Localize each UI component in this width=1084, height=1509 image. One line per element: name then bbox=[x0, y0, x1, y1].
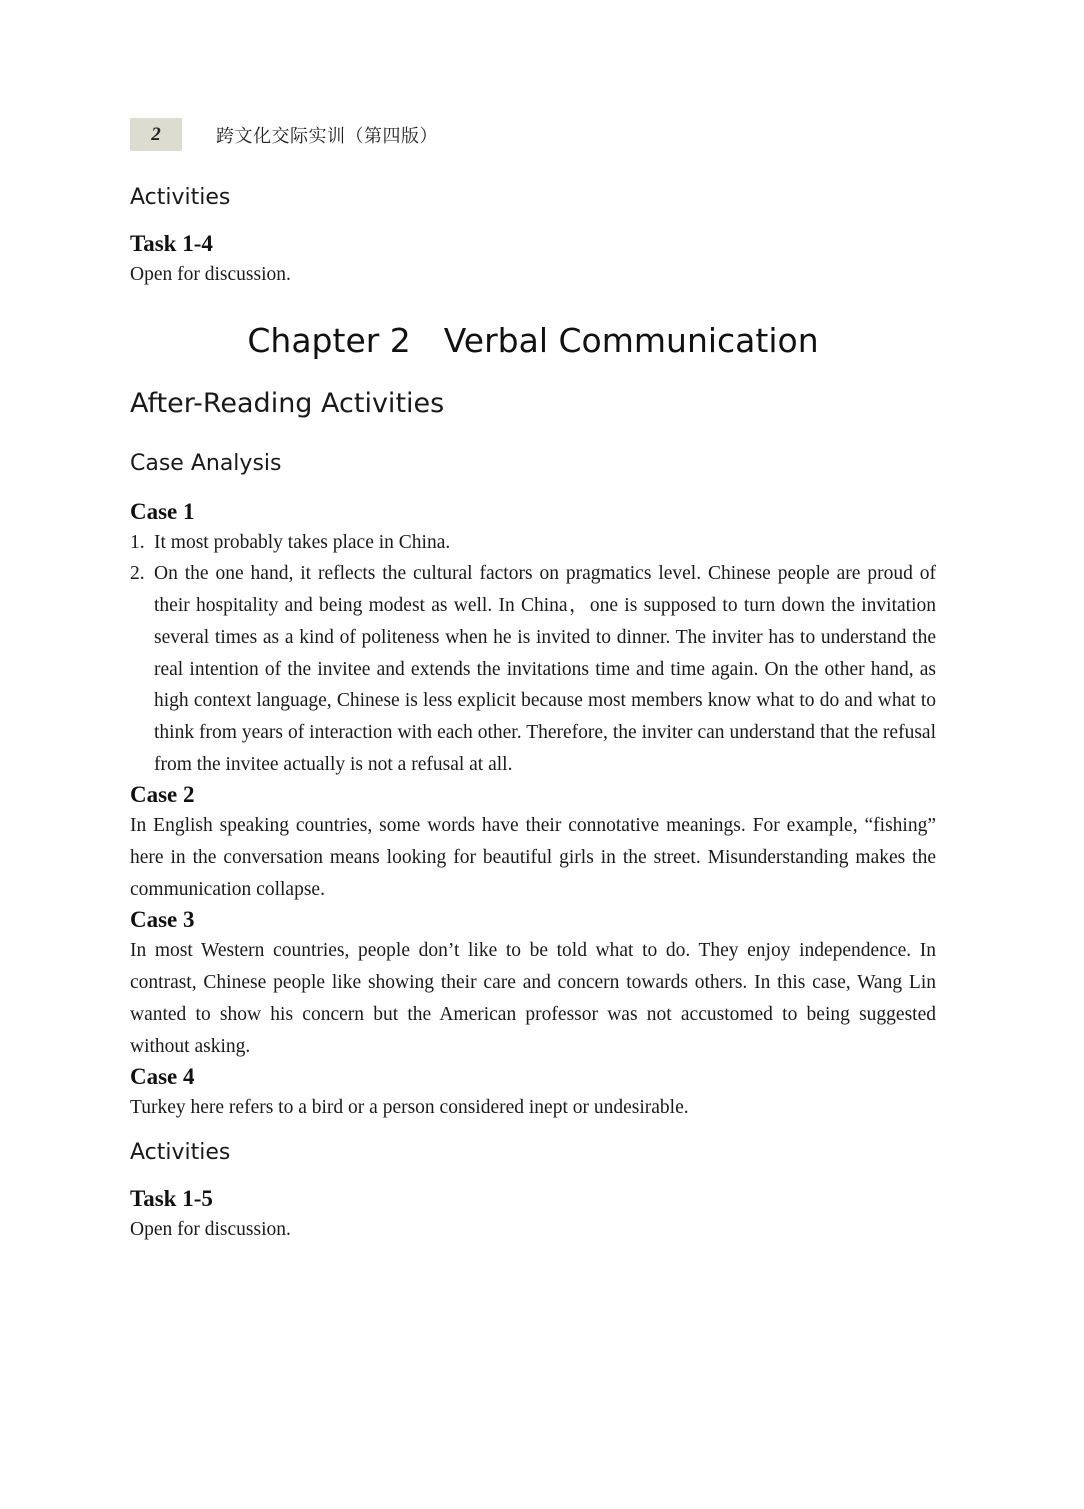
case-analysis-heading: Case Analysis bbox=[130, 450, 282, 476]
after-reading-heading: After-Reading Activities bbox=[130, 387, 445, 419]
book-title: 跨文化交际实训（第四版） bbox=[216, 125, 438, 147]
list-item bbox=[130, 558, 936, 780]
list-number: 2. bbox=[130, 563, 145, 585]
task-title: Task 1-4 bbox=[130, 231, 213, 256]
list-item bbox=[130, 527, 936, 559]
task-text-2: Open for discussion. bbox=[130, 1218, 291, 1240]
case-2-title: Case 2 bbox=[130, 782, 195, 808]
list-number: 1. bbox=[130, 531, 145, 553]
case-4-title: Case 4 bbox=[130, 1064, 195, 1090]
running-header bbox=[130, 118, 936, 151]
task-title-2: Task 1-5 bbox=[130, 1185, 213, 1211]
task-text: Open for discussion. bbox=[130, 264, 291, 285]
case-3-title: Case 3 bbox=[130, 907, 195, 933]
chapter-title: Chapter 2 Verbal Communication bbox=[247, 320, 819, 360]
activities-heading-2: Activities bbox=[130, 1139, 231, 1165]
case-3-text: In most Western countries, people don’t like to be told what to do. They enjoy independence. In contrast, Chinese people like showing their care and concern towards others. In this case, Wang Lin wanted to show his concern but the American professor was not accustomed to being suggested without asking. bbox=[130, 940, 936, 1057]
case-2-text: In English speaking countries, some words have their connotative meanings. For example, “fishing” here in the conversation means looking for beautiful girls in the street. Misunderstanding makes the communication collapse. bbox=[130, 815, 936, 900]
case-4-text: Turkey here refers to a bird or a person considered inept or undesirable. bbox=[130, 1097, 689, 1119]
list-text: On the one hand, it reflects the cultural factors on pragmatics level. Chinese people are proud of their hospitality and being modest as well. In China，one is supposed to turn down the invitation several times as a kind of politeness when he is invited to dinner. The inviter has to understand the real intention of the invitee and extends the invitations time and time again. On the other hand, as high context language, Chinese is less explicit because most members know what to do and what to think from years of interaction with each other. Therefore, the inviter can understand that the refusal from the invitee actually is not a refusal at all. bbox=[154, 563, 936, 775]
case-1-title: Case 1 bbox=[130, 498, 195, 524]
activities-heading: Activities bbox=[130, 185, 231, 210]
list-text: It most probably takes place in China. bbox=[154, 531, 451, 553]
document-page bbox=[130, 118, 936, 1246]
case-1-list bbox=[130, 527, 936, 781]
page-number: 2 bbox=[130, 118, 182, 151]
